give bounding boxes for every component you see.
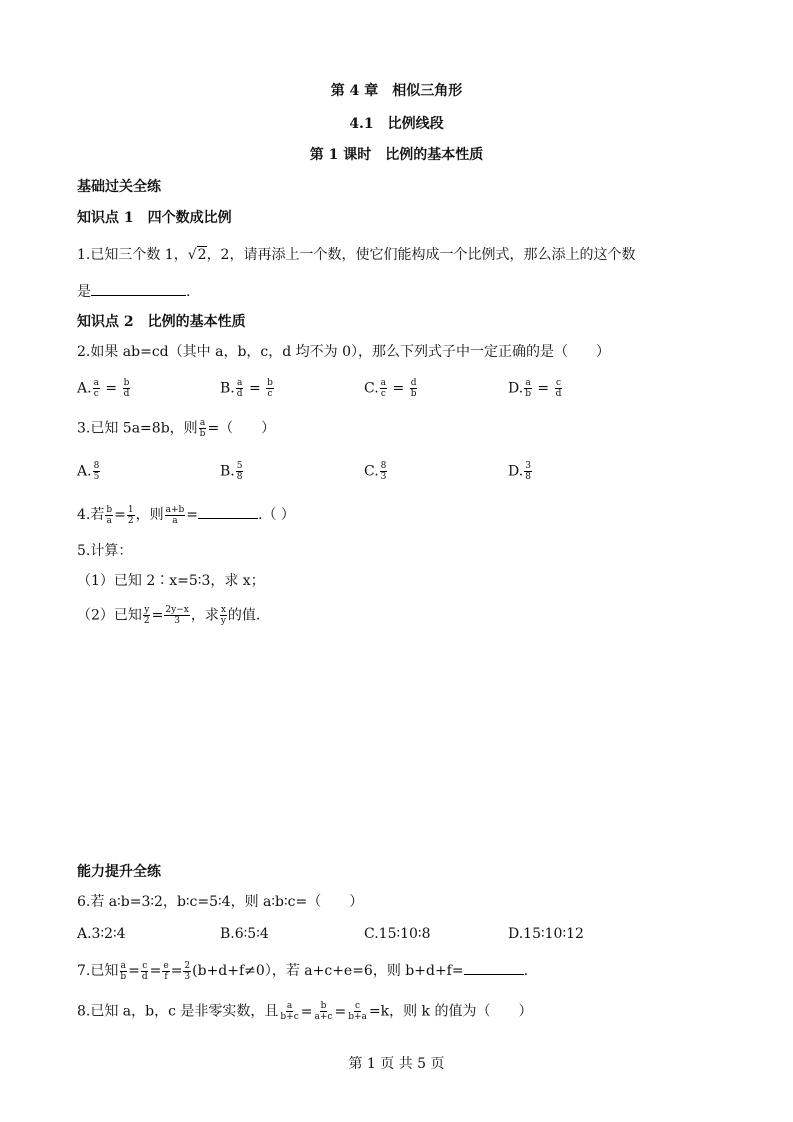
- q8-fraction-3-den: b+a: [348, 1012, 367, 1022]
- q6-option-d[interactable]: D.15∶10∶12: [508, 926, 584, 942]
- q7-eq: =: [149, 963, 162, 979]
- q2-opt-right-frac: [123, 378, 131, 399]
- q3-opt-frac-den: 5: [93, 472, 100, 482]
- q2-option-label: C.: [364, 380, 379, 397]
- q8-fraction-3: [347, 1001, 368, 1022]
- q5-f2-den: 3: [174, 616, 180, 626]
- q2-opt-left-frac-num: a: [525, 378, 531, 388]
- q8-fraction-1: [279, 1001, 299, 1022]
- q2-opt-right-frac-num: b: [123, 378, 130, 388]
- q4-f1-den: a: [106, 515, 112, 526]
- q2-opt-right-frac-den: b: [410, 389, 417, 399]
- q8-eq: =: [300, 1003, 313, 1020]
- q7-text-a: 7.已知: [77, 963, 119, 979]
- q7-answer-blank[interactable]: [464, 960, 524, 975]
- q2-option-a[interactable]: [77, 378, 131, 399]
- q3-opt-frac-num: 8: [380, 461, 387, 471]
- lesson-title: 第 1 课时 比例的基本性质: [309, 147, 484, 163]
- q1-text-b: ，2，请再添上一个数，使它们能构成一个比例式，那么添上的这个数: [206, 247, 636, 263]
- part2-heading: 能力提升全练: [77, 864, 161, 880]
- part1-heading: 基础过关全练: [77, 179, 161, 195]
- q8-eq: =: [334, 1003, 347, 1020]
- q1-sqrt-value: 2: [197, 247, 207, 263]
- q7-fraction-3: [162, 961, 169, 982]
- q2-opt-right-frac-den: c: [267, 389, 273, 399]
- q8-fraction-3-num: c: [355, 1001, 361, 1011]
- q4-text-b: ，则: [135, 507, 164, 523]
- q7-fraction-1-den: b: [120, 971, 127, 982]
- q8-fraction-2: [314, 1001, 334, 1022]
- q7-eq: =: [128, 963, 140, 979]
- q5-f1-den: 2: [143, 616, 150, 626]
- question-1-line1: [77, 245, 635, 265]
- q2-opt-left-frac-num: a: [93, 378, 99, 388]
- q2-opt-left-frac-num: a: [236, 378, 243, 388]
- question-8: [77, 1001, 532, 1022]
- q3-option-label: C.: [364, 463, 379, 480]
- question-2-stem: 2.如果 ab=cd（其中 a，b，c，d 均不为 0），那么下列式子中一定正确的是（ ）: [77, 344, 611, 360]
- q6-option-b[interactable]: B.6∶5∶4: [220, 926, 269, 942]
- equals-sign: =: [532, 380, 554, 397]
- q2-opt-left-frac-num: a: [380, 378, 387, 388]
- q3-option-label: A.: [77, 463, 92, 480]
- q2-option-label: B.: [220, 380, 235, 397]
- q2-opt-left-frac-den: b: [525, 389, 531, 399]
- q3-option-b[interactable]: [220, 461, 244, 482]
- q4-fraction-2: [127, 505, 135, 526]
- q2-opt-right-frac-den: d: [555, 389, 562, 399]
- q7-fraction-4-den: 3: [184, 971, 191, 982]
- q7-eq: =: [170, 963, 183, 979]
- q4-text-a: 4.若: [77, 507, 105, 523]
- q2-opt-left-frac-den: c: [93, 389, 99, 399]
- equals-sign: =: [244, 380, 266, 397]
- question-1-line2: [77, 281, 190, 302]
- q2-option-c[interactable]: [364, 378, 418, 399]
- equals-sign: =: [388, 380, 409, 397]
- q3-frac-num: a: [199, 418, 206, 428]
- q2-opt-left-frac-den: c: [380, 389, 386, 399]
- q1-end: .: [186, 284, 191, 300]
- q3-option-label: B.: [220, 463, 235, 480]
- q5-fraction-2: [164, 605, 189, 626]
- question-6-stem: 6.若 a∶b=3∶2，b∶c=5∶4，则 a∶b∶c=（ ）: [77, 894, 364, 910]
- q5-eq: =: [151, 607, 164, 624]
- question-5-stem: 5.计算：: [77, 543, 133, 559]
- q3-frac-den: b: [199, 429, 206, 439]
- q4-f2-den: 2: [127, 515, 134, 526]
- q3-option-a[interactable]: [77, 461, 101, 482]
- q3-option-label: D.: [508, 463, 524, 480]
- q1-text-c: 是: [77, 284, 91, 300]
- q5-fraction-1: [143, 605, 151, 626]
- q2-opt-left-frac: [93, 378, 100, 399]
- knowledge-point-2: 知识点 2 比例的基本性质: [77, 314, 246, 330]
- q1-answer-blank[interactable]: [91, 281, 186, 296]
- q2-option-label: D.: [508, 380, 524, 397]
- q5-sub2-c: 的值.: [227, 607, 261, 624]
- q7-fraction-1-num: a: [120, 960, 126, 971]
- q7-text-c: .: [523, 963, 529, 979]
- q2-option-b[interactable]: [220, 378, 275, 399]
- q2-opt-right-frac-den: d: [123, 389, 130, 399]
- q2-opt-right-frac-num: b: [267, 378, 273, 388]
- q7-fraction-4-num: 2: [184, 960, 191, 971]
- q4-text-c: =: [186, 507, 198, 523]
- q5-f3-num: x: [220, 605, 226, 615]
- q4-text-d: .（ ）: [258, 507, 295, 523]
- q2-opt-right-frac: [266, 378, 274, 399]
- question-3-stem: [77, 418, 275, 439]
- q8-fraction-chain: [278, 1001, 368, 1022]
- q8-fraction-2-den: a+c: [314, 1012, 333, 1022]
- q7-fraction-2-den: d: [141, 971, 148, 982]
- q3-text-b: =（ ）: [207, 420, 276, 437]
- q2-opt-right-frac: [555, 378, 563, 399]
- q8-fraction-1-den: b+c: [280, 1012, 299, 1022]
- page-footer: 第 1 页 共 5 页: [348, 1056, 445, 1072]
- equals-sign: =: [100, 380, 122, 397]
- q7-fraction-3-num: e: [163, 960, 169, 971]
- q4-fraction-1: [105, 505, 113, 526]
- q5-f3-den: y: [220, 616, 226, 626]
- q3-option-d[interactable]: [508, 461, 533, 482]
- q2-option-label: A.: [77, 380, 92, 397]
- q3-fraction: [199, 418, 207, 439]
- q3-opt-frac-den: 8: [236, 472, 243, 482]
- q5-sub2-a: （2）已知: [77, 607, 142, 624]
- q7-fraction-2: [141, 961, 149, 982]
- q4-f2-num: 1: [127, 504, 134, 515]
- q8-fraction-1-num: a: [286, 1001, 293, 1011]
- question-5-sub1: （1）已知 2∶x=5∶3，求 x；: [77, 573, 265, 589]
- q5-f2-num: 2y−x: [165, 605, 189, 615]
- q2-opt-right-frac-num: d: [410, 378, 417, 388]
- q3-opt-frac-den: 8: [525, 472, 531, 482]
- q7-fraction-2-num: c: [142, 960, 148, 971]
- section-title: 4.1 比例线段: [349, 116, 444, 132]
- q6-option-a[interactable]: A.3∶2∶4: [77, 926, 126, 942]
- q7-fraction-chain: [118, 960, 192, 982]
- q7-fraction-1: [119, 961, 127, 982]
- q8-text-b: =k，则 k 的值为（ ）: [368, 1003, 533, 1020]
- q6-option-c[interactable]: C.15∶10∶8: [364, 926, 431, 942]
- q3-text-a: 3.已知 5a=8b，则: [77, 420, 198, 437]
- q7-fraction-3-den: f: [164, 971, 168, 982]
- q4-answer-blank[interactable]: [198, 504, 258, 519]
- q3-opt-frac: [93, 461, 101, 482]
- q4-f1-num: b: [106, 504, 113, 515]
- q5-fraction-3: [220, 605, 227, 626]
- q5-sub2-b: ，求: [190, 607, 219, 624]
- q3-opt-frac-num: 5: [236, 461, 243, 471]
- q2-opt-left-frac: [524, 378, 532, 399]
- q8-fraction-2-num: b: [320, 1001, 327, 1011]
- q3-opt-frac: [524, 461, 532, 482]
- q4-fraction-3: [165, 505, 186, 526]
- q3-option-c[interactable]: [364, 461, 388, 482]
- q7-text-b: (b+d+f≠0），若 a+c+e=6，则 b+d+f=: [192, 963, 464, 979]
- question-5-sub2: [77, 605, 260, 626]
- q3-opt-frac: [380, 461, 388, 482]
- q4-eq: =: [114, 507, 126, 523]
- q3-opt-frac-num: 3: [525, 461, 531, 471]
- q3-opt-frac-num: 8: [93, 461, 100, 471]
- q2-opt-right-frac: [410, 378, 418, 399]
- q5-f1-num: y: [144, 605, 150, 615]
- q2-opt-right-frac-num: c: [555, 378, 561, 388]
- q7-fraction-4: [183, 961, 191, 982]
- question-4: [77, 504, 295, 526]
- q4-f3-den: a: [172, 515, 178, 526]
- q2-option-d[interactable]: [508, 378, 563, 399]
- q2-opt-left-frac: [380, 378, 387, 399]
- q1-text-a: 1.已知三个数 1，: [77, 247, 188, 263]
- q4-f3-num: a+b: [165, 504, 185, 515]
- sqrt-symbol: √: [187, 247, 197, 263]
- q2-opt-left-frac: [236, 378, 244, 399]
- chapter-title: 第 4 章 相似三角形: [330, 83, 463, 99]
- q2-opt-left-frac-den: d: [236, 389, 243, 399]
- question-7: [77, 960, 528, 982]
- knowledge-point-1: 知识点 1 四个数成比例: [77, 210, 232, 226]
- q8-text-a: 8.已知 a，b，c 是非零实数，且: [77, 1003, 279, 1020]
- q3-opt-frac: [236, 461, 244, 482]
- q3-opt-frac-den: 3: [380, 472, 387, 482]
